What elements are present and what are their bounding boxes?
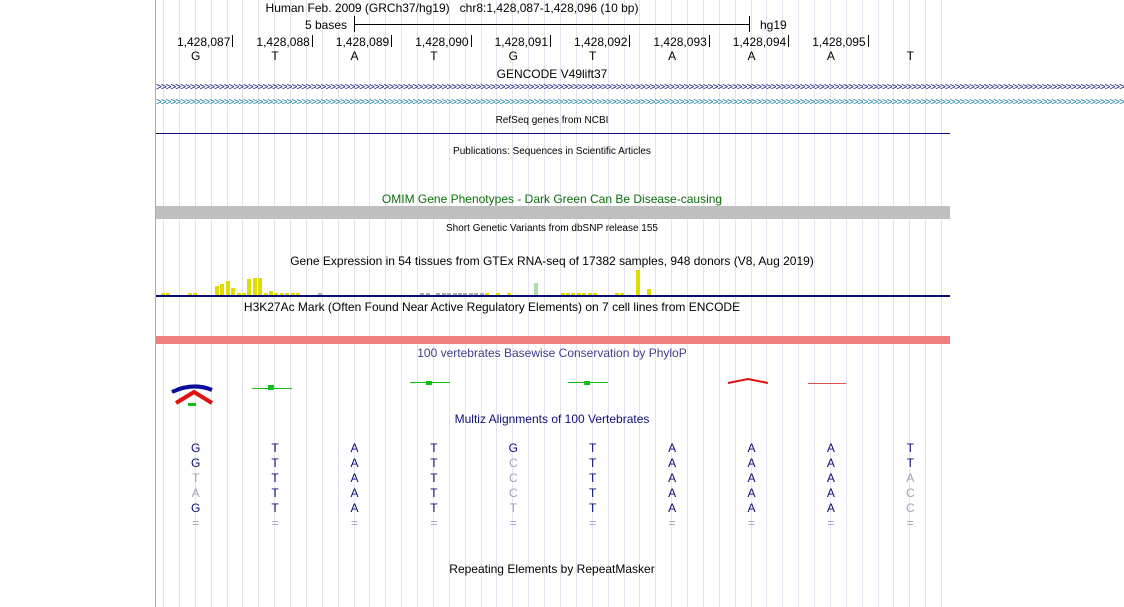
aligned-base: C bbox=[508, 471, 518, 485]
aligned-base: T bbox=[906, 456, 914, 470]
db-text: hg19 bbox=[760, 18, 787, 32]
gtex-tissue-bar[interactable] bbox=[215, 286, 219, 295]
aligned-base: A bbox=[668, 441, 677, 455]
h3k27ac-signal-bar[interactable] bbox=[156, 336, 950, 344]
base-letter: A bbox=[747, 49, 756, 63]
aligned-base: T bbox=[589, 501, 597, 515]
phylop-mark-t7 bbox=[584, 381, 590, 385]
publications-title: Publications: Sequences in Scientific Articles bbox=[453, 146, 651, 157]
aligned-base: A bbox=[668, 486, 677, 500]
aligned-base: A bbox=[747, 456, 756, 470]
base-letter: A bbox=[350, 49, 359, 63]
aligned-base: = bbox=[192, 516, 200, 530]
base-letter: T bbox=[906, 49, 914, 63]
coordinate-label: 1,428,088 bbox=[256, 35, 310, 49]
aligned-base: A bbox=[747, 501, 756, 515]
aligned-base: G bbox=[191, 441, 201, 455]
gencode-title: GENCODE V49lift37 bbox=[496, 67, 608, 81]
multiz-title: Multiz Alignments of 100 Vertebrates bbox=[454, 412, 650, 426]
aligned-base: T bbox=[430, 441, 438, 455]
aligned-base: A bbox=[747, 486, 756, 500]
aligned-base: T bbox=[589, 441, 597, 455]
track-labels-pane bbox=[0, 0, 155, 607]
aligned-base: A bbox=[668, 471, 677, 485]
aligned-base: A bbox=[668, 456, 677, 470]
aligned-base: A bbox=[826, 501, 835, 515]
scale-bar-right-tick bbox=[749, 16, 750, 32]
gtex-baseline bbox=[156, 295, 950, 297]
aligned-base: A bbox=[826, 441, 835, 455]
aligned-base: T bbox=[271, 486, 279, 500]
aligned-base: T bbox=[192, 471, 200, 485]
coordinate-label: 1,428,094 bbox=[732, 35, 787, 49]
aligned-base: T bbox=[430, 456, 438, 470]
coordinate-label: 1,428,095 bbox=[812, 35, 866, 49]
coordinate-tick bbox=[788, 35, 789, 47]
aligned-base: A bbox=[350, 456, 359, 470]
base-letter: T bbox=[271, 49, 279, 63]
coordinate-tick bbox=[550, 35, 551, 47]
coordinate-tick bbox=[868, 35, 869, 47]
refseq-title: RefSeq genes from NCBI bbox=[495, 115, 609, 126]
aligned-base: T bbox=[271, 441, 279, 455]
gtex-tissue-bar[interactable] bbox=[258, 278, 262, 296]
aligned-base: C bbox=[905, 501, 915, 515]
gtex-title: Gene Expression in 54 tissues from GTEx RNA-seq of 17382 samples, 948 donors (V8, Aug 2019) bbox=[290, 254, 814, 268]
aligned-base: T bbox=[589, 456, 597, 470]
coordinate-label: 1,428,089 bbox=[335, 35, 390, 49]
coordinate-label: 1,428,087 bbox=[177, 35, 231, 49]
aligned-base: A bbox=[668, 501, 677, 515]
h3k27ac-title: H3K27Ac Mark (Often Found Near Active Regulatory Elements) on 7 cell lines from ENCODE bbox=[243, 300, 741, 314]
coordinate-label: 1,428,092 bbox=[574, 35, 628, 49]
phylop-mark-t2 bbox=[268, 385, 274, 390]
aligned-base: T bbox=[906, 441, 914, 455]
aligned-base: A bbox=[747, 471, 756, 485]
aligned-base: T bbox=[271, 501, 279, 515]
aligned-base: T bbox=[589, 486, 597, 500]
aligned-base: A bbox=[826, 471, 835, 485]
aligned-base: T bbox=[430, 471, 438, 485]
aligned-base: A bbox=[350, 441, 359, 455]
scale-bar bbox=[354, 24, 749, 25]
coordinate-label: 1,428,091 bbox=[494, 35, 548, 49]
aligned-base: T bbox=[509, 501, 517, 515]
aligned-base: A bbox=[906, 471, 915, 485]
aligned-base: A bbox=[350, 486, 359, 500]
aligned-base: = bbox=[668, 516, 676, 530]
aligned-base: T bbox=[271, 471, 279, 485]
aligned-base: C bbox=[905, 486, 915, 500]
aligned-base: G bbox=[508, 441, 518, 455]
aligned-base: T bbox=[271, 456, 279, 470]
base-letter: G bbox=[508, 49, 518, 63]
gencode-transcript-2[interactable]: >>>>>>>>>>>>>>>>>>>>>>>>>>>>>>>>>>>>>>>>>>>>>>>>>>>>>>>>>>>>>>>>>>>>>>>>>>>>>>>>>>>>>>>>>>>>>>>>>>>>>>>>>>>>>>>>>>>>>>>>>>>>>>>>>>>>>>>>>>>>>>>>>>>>>>>>>>>>>>>>>>>>>>>>>>>>>>>>>>>>>>>>>>>>>>>>>>>>>>>> bbox=[156, 97, 1124, 108]
coordinate-tick bbox=[629, 35, 630, 47]
aligned-base: A bbox=[826, 456, 835, 470]
aligned-base: A bbox=[747, 441, 756, 455]
aligned-base: = bbox=[509, 516, 517, 530]
coordinate-tick bbox=[391, 35, 392, 47]
aligned-base: = bbox=[827, 516, 835, 530]
phylop-mark-a8 bbox=[728, 379, 768, 383]
aligned-base: A bbox=[350, 471, 359, 485]
aligned-base: = bbox=[271, 516, 279, 530]
aligned-base: = bbox=[747, 516, 756, 530]
coordinate-tick bbox=[709, 35, 710, 47]
aligned-base: A bbox=[826, 486, 835, 500]
refseq-gene-line[interactable] bbox=[156, 133, 950, 134]
gtex-tissue-bar[interactable] bbox=[253, 278, 257, 296]
aligned-base: T bbox=[430, 486, 438, 500]
phylop-mark-t4 bbox=[426, 381, 432, 385]
aligned-base: = bbox=[350, 516, 359, 530]
phylop-mark-a9 bbox=[808, 383, 846, 384]
aligned-base: A bbox=[350, 501, 359, 515]
gtex-tissue-bar[interactable] bbox=[226, 281, 230, 295]
coordinate-label: 1,428,090 bbox=[415, 35, 469, 49]
scale-text: 5 bases bbox=[305, 18, 348, 32]
aligned-base: T bbox=[589, 471, 597, 485]
coordinate-tick bbox=[312, 35, 313, 47]
omim-gene-bar[interactable] bbox=[156, 206, 950, 219]
gencode-transcript-1[interactable]: >>>>>>>>>>>>>>>>>>>>>>>>>>>>>>>>>>>>>>>>>>>>>>>>>>>>>>>>>>>>>>>>>>>>>>>>>>>>>>>>>>>>>>>>>>>>>>>>>>>>>>>>>>>>>>>>>>>>>>>>>>>>>>>>>>>>>>>>>>>>>>>>>>>>>>>>>>>>>>>>>>>>>>>>>>>>>>>>>>>>>>>>>>>>>>>>>>>>>>>> bbox=[156, 82, 1124, 93]
phylop-graph[interactable] bbox=[156, 376, 950, 408]
aligned-base: C bbox=[508, 456, 518, 470]
aligned-base: = bbox=[589, 516, 597, 530]
aligned-base: = bbox=[430, 516, 438, 530]
gtex-tissue-bar[interactable] bbox=[231, 288, 235, 296]
track-data-area[interactable] bbox=[156, 0, 1124, 607]
aligned-base: = bbox=[906, 516, 914, 530]
phylop-title: 100 vertebrates Basewise Conservation by PhyloP bbox=[417, 346, 687, 360]
aligned-base: T bbox=[430, 501, 438, 515]
base-letter: A bbox=[826, 49, 835, 63]
base-letter: T bbox=[589, 49, 597, 63]
gtex-tissue-bar[interactable] bbox=[636, 270, 640, 295]
gtex-tissue-bar[interactable] bbox=[247, 279, 251, 295]
gtex-bar-chart[interactable] bbox=[156, 268, 950, 295]
aligned-base: G bbox=[191, 456, 201, 470]
aligned-base: A bbox=[191, 486, 200, 500]
phylop-logo-g bbox=[172, 386, 212, 406]
coordinate-tick bbox=[232, 35, 233, 47]
omim-title: OMIM Gene Phenotypes - Dark Green Can Be Disease-causing bbox=[381, 192, 723, 206]
dbsnp-title: Short Genetic Variants from dbSNP release 155 bbox=[446, 223, 658, 234]
gtex-tissue-bar[interactable] bbox=[220, 284, 224, 295]
window-position-text: Human Feb. 2009 (GRCh37/hg19) chr8:1,428,087-1,428,096 (10 bp) bbox=[265, 1, 639, 15]
base-letter: A bbox=[668, 49, 677, 63]
aligned-base: G bbox=[191, 501, 201, 515]
scale-bar-left-tick bbox=[354, 16, 355, 32]
aligned-base: C bbox=[508, 486, 518, 500]
repeatmasker-title: Repeating Elements by RepeatMasker bbox=[449, 562, 655, 576]
base-letter: T bbox=[430, 49, 438, 63]
coordinate-tick bbox=[471, 35, 472, 47]
gtex-tissue-bar[interactable] bbox=[534, 283, 538, 296]
coordinate-label: 1,428,093 bbox=[653, 35, 707, 49]
base-letter: G bbox=[191, 49, 201, 63]
